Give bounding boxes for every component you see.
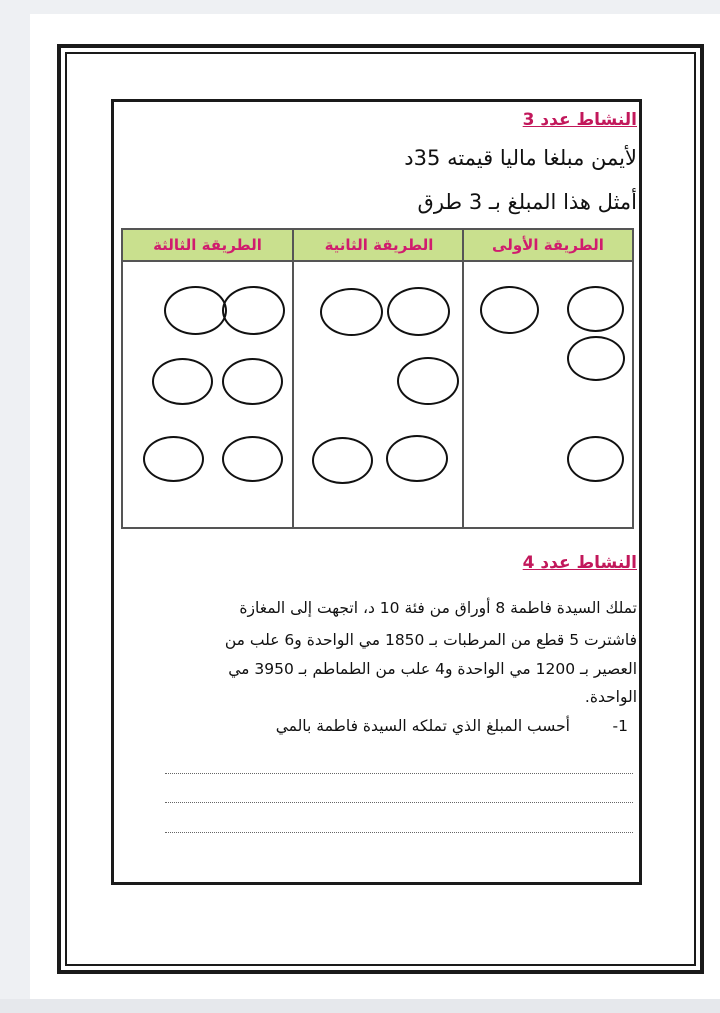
activity4-title: النشاط عدد 4	[522, 553, 637, 573]
activity4-paragraph-line: العصير بـ 1200 مي الواحدة و4 علب من الطماطم بـ 3950 مي	[228, 660, 637, 678]
coin-circle	[143, 436, 204, 482]
coin-circle	[387, 287, 450, 336]
column-header-method-2: الطريقة الثانية	[324, 236, 434, 254]
coin-circle	[222, 286, 285, 335]
answer-line[interactable]	[165, 773, 633, 774]
coin-circle	[397, 357, 459, 405]
methods-table-header	[123, 230, 632, 262]
coin-circle	[567, 336, 625, 381]
column-divider	[462, 230, 464, 527]
coin-circle	[386, 435, 448, 482]
activity4-paragraph-line: تملك السيدة فاطمة 8 أوراق من فئة 10 د، اتجهت إلى المغازة	[239, 599, 637, 617]
question-number: -1	[612, 717, 628, 735]
coin-circle	[320, 288, 383, 336]
activity3-instruction: أمثل هذا المبلغ بـ 3 طرق	[417, 190, 637, 214]
column-header-method-1: الطريقة الأولى	[492, 236, 604, 254]
answer-line[interactable]	[165, 832, 633, 833]
coin-circle	[222, 436, 283, 482]
coin-circle	[152, 358, 213, 405]
coin-circle	[222, 358, 283, 405]
coin-circle	[480, 286, 539, 334]
coin-circle	[567, 436, 624, 482]
activity4-paragraph-line: الواحدة.	[584, 688, 637, 706]
activity3-statement: لأيمن مبلغا ماليا قيمته 35د	[404, 146, 637, 170]
coin-circle	[567, 286, 624, 332]
activity4-paragraph-line: فاشترت 5 قطع من المرطبات بـ 1850 مي الواحدة و6 علب من	[224, 631, 637, 649]
activity3-title: النشاط عدد 3	[522, 110, 637, 130]
question-text: أحسب المبلغ الذي تملكه السيدة فاطمة بالمي	[275, 717, 570, 735]
page-edge	[0, 999, 720, 1013]
coin-circle	[312, 437, 373, 484]
column-divider	[292, 230, 294, 527]
column-header-method-3: الطريقة الثالثة	[153, 236, 262, 254]
coin-circle	[164, 286, 227, 335]
answer-line[interactable]	[165, 802, 633, 803]
